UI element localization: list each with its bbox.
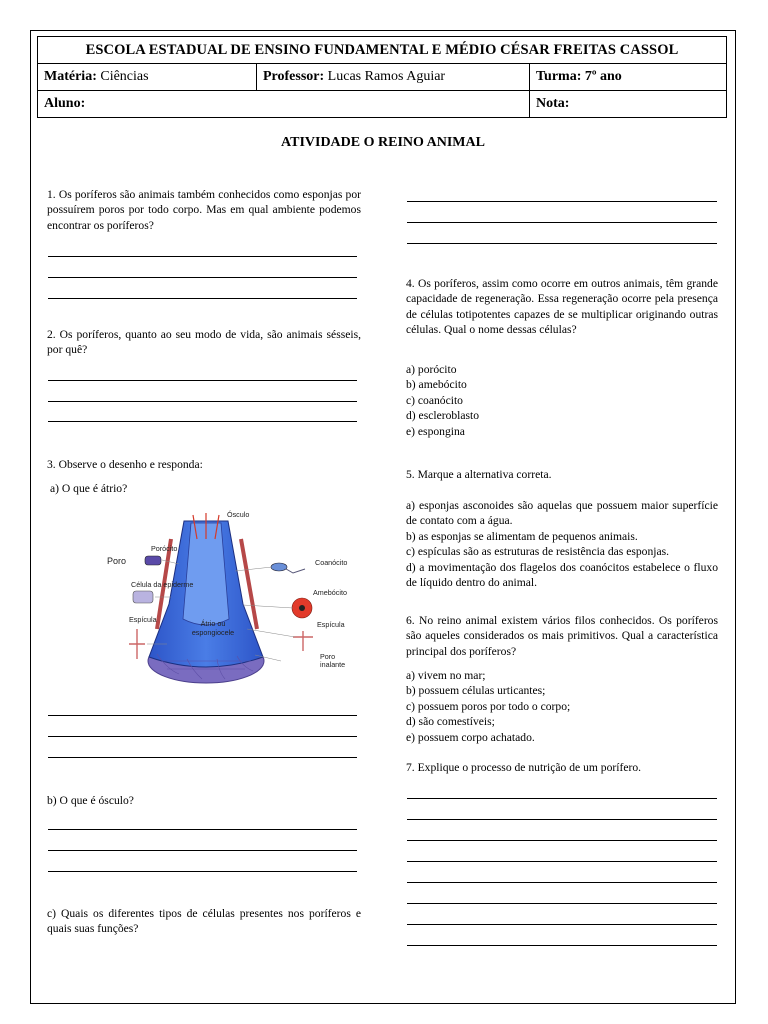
class-cell [530, 64, 727, 91]
choanocyte-cell [271, 563, 287, 571]
label-poro-inalante-1: Poro [320, 652, 336, 661]
question-3: 3. Observe o desenho e responda: [47, 458, 203, 471]
grade-label: Nota: [536, 96, 570, 111]
answer-line[interactable] [407, 945, 717, 946]
label-amebocito: Amebócito [313, 588, 347, 597]
answer-line[interactable] [407, 243, 717, 244]
option[interactable]: e) espongina [406, 424, 465, 438]
question-5-options [406, 498, 718, 590]
answer-line[interactable] [48, 380, 357, 381]
answer-line[interactable] [48, 829, 357, 830]
subject-value: Ciências [100, 69, 149, 84]
option[interactable]: c) possuem poros por todo o corpo; [406, 699, 571, 713]
answer-line[interactable] [407, 861, 717, 862]
option[interactable]: a) esponjas asconoides são aquelas que possuem maior superfície de contato com a água. [406, 499, 718, 528]
sponge-diagram [67, 509, 348, 689]
teacher-label: Professor: [263, 69, 325, 84]
label-poro: Poro [107, 556, 127, 566]
question-7: 7. Explique o processo de nutrição de um porífero. [406, 761, 642, 774]
label-porocito: Porócito [151, 544, 178, 553]
answer-line[interactable] [48, 715, 357, 716]
option[interactable]: b) amebócito [406, 378, 467, 392]
answer-line[interactable] [48, 871, 357, 872]
question-1: 1. Os poríferos são animais também conhecidos como esponjas por possuírem poros por todo corpo. Mas em qual ambiente podemos encontrar os poríferos? [47, 188, 361, 232]
question-4-options [406, 362, 718, 439]
label-espicula-right: Espícula [317, 620, 345, 629]
question-3b: b) O que é ósculo? [47, 794, 134, 807]
option[interactable]: b) possuem células urticantes; [406, 684, 546, 698]
spicule-right [293, 631, 313, 651]
question-6: 6. No reino animal existem vários filos conhecidos. Os poríferos são aqueles considerados os mais primitivos. Qual a característica principal dos poríferos? [406, 614, 718, 658]
answer-line[interactable] [48, 736, 357, 737]
answer-line[interactable] [407, 903, 717, 904]
school-name: ESCOLA ESTADUAL DE ENSINO FUNDAMENTAL E MÉDIO CÉSAR FREITAS CASSOL [38, 37, 727, 64]
porocyte-cell [145, 556, 161, 565]
answer-line[interactable] [407, 222, 717, 223]
teacher-cell [257, 64, 530, 91]
teacher-value: Lucas Ramos Aguiar [327, 69, 446, 84]
option[interactable]: d) escleroblasto [406, 409, 480, 423]
answer-line[interactable] [48, 298, 357, 299]
option[interactable]: c) coanócito [406, 393, 463, 407]
question-6-options [406, 668, 718, 745]
option[interactable]: a) vivem no mar; [406, 669, 486, 682]
student-label: Aluno: [44, 96, 86, 111]
question-5: 5. Marque a alternativa correta. [406, 468, 552, 481]
answer-line[interactable] [48, 421, 357, 422]
class-label: Turma: 7º ano [536, 69, 622, 84]
grade-cell[interactable] [530, 91, 727, 118]
label-atrio-1: Átrio ou [200, 619, 226, 628]
question-3a: a) O que é átrio? [50, 482, 128, 495]
option[interactable]: a) porócito [406, 363, 457, 376]
activity-title: ATIVIDADE O REINO ANIMAL [281, 135, 485, 150]
answer-line[interactable] [407, 819, 717, 820]
label-espicula-left: Espícula [129, 615, 157, 624]
answer-line[interactable] [48, 757, 357, 758]
label-coanocito: Coanócito [315, 558, 348, 567]
answer-line[interactable] [48, 850, 357, 851]
option[interactable]: d) a movimentação dos flagelos dos coanócitos estabelece o fluxo de líquido dentro do animal. [406, 560, 718, 590]
question-4: 4. Os poríferos, assim como ocorre em outros animais, têm grande capacidade de regeneração. Essa regeneração ocorre pela presença de células totipotentes capazes de se multiplicar originando outras células. Qual o nome dessas células? [406, 277, 718, 337]
label-epiderme: Célula da epiderme [131, 580, 194, 589]
option[interactable]: d) são comestíveis; [406, 715, 495, 729]
epidermis-cell [133, 591, 153, 603]
label-atrio-2: espongiocele [191, 628, 235, 637]
label-osculo: Ósculo [227, 510, 250, 519]
option[interactable]: b) as esponjas se alimentam de pequenos animais. [406, 529, 638, 543]
spicule-left [129, 629, 145, 659]
subject-cell [38, 64, 257, 91]
label-poro-inalante-2: inalante [320, 660, 346, 669]
answer-line[interactable] [407, 924, 717, 925]
answer-line[interactable] [407, 201, 717, 202]
amoebocyte-nucleus [299, 605, 305, 611]
option[interactable]: e) possuem corpo achatado. [406, 730, 535, 744]
answer-line[interactable] [48, 277, 357, 278]
question-2: 2. Os poríferos, quanto ao seu modo de vida, são animais sésseis, por quê? [47, 328, 361, 357]
student-cell[interactable] [38, 91, 530, 118]
answer-line[interactable] [407, 882, 717, 883]
subject-label: Matéria: [44, 69, 97, 84]
header-table [37, 36, 727, 118]
option[interactable]: c) espículas são as estruturas de resistência das esponjas. [406, 545, 670, 559]
answer-line[interactable] [48, 256, 357, 257]
answer-line[interactable] [48, 401, 357, 402]
question-3c: c) Quais os diferentes tipos de células presentes nos poríferos e quais suas funções? [47, 907, 361, 936]
answer-line[interactable] [407, 840, 717, 841]
answer-line[interactable] [407, 798, 717, 799]
worksheet [30, 30, 736, 1004]
